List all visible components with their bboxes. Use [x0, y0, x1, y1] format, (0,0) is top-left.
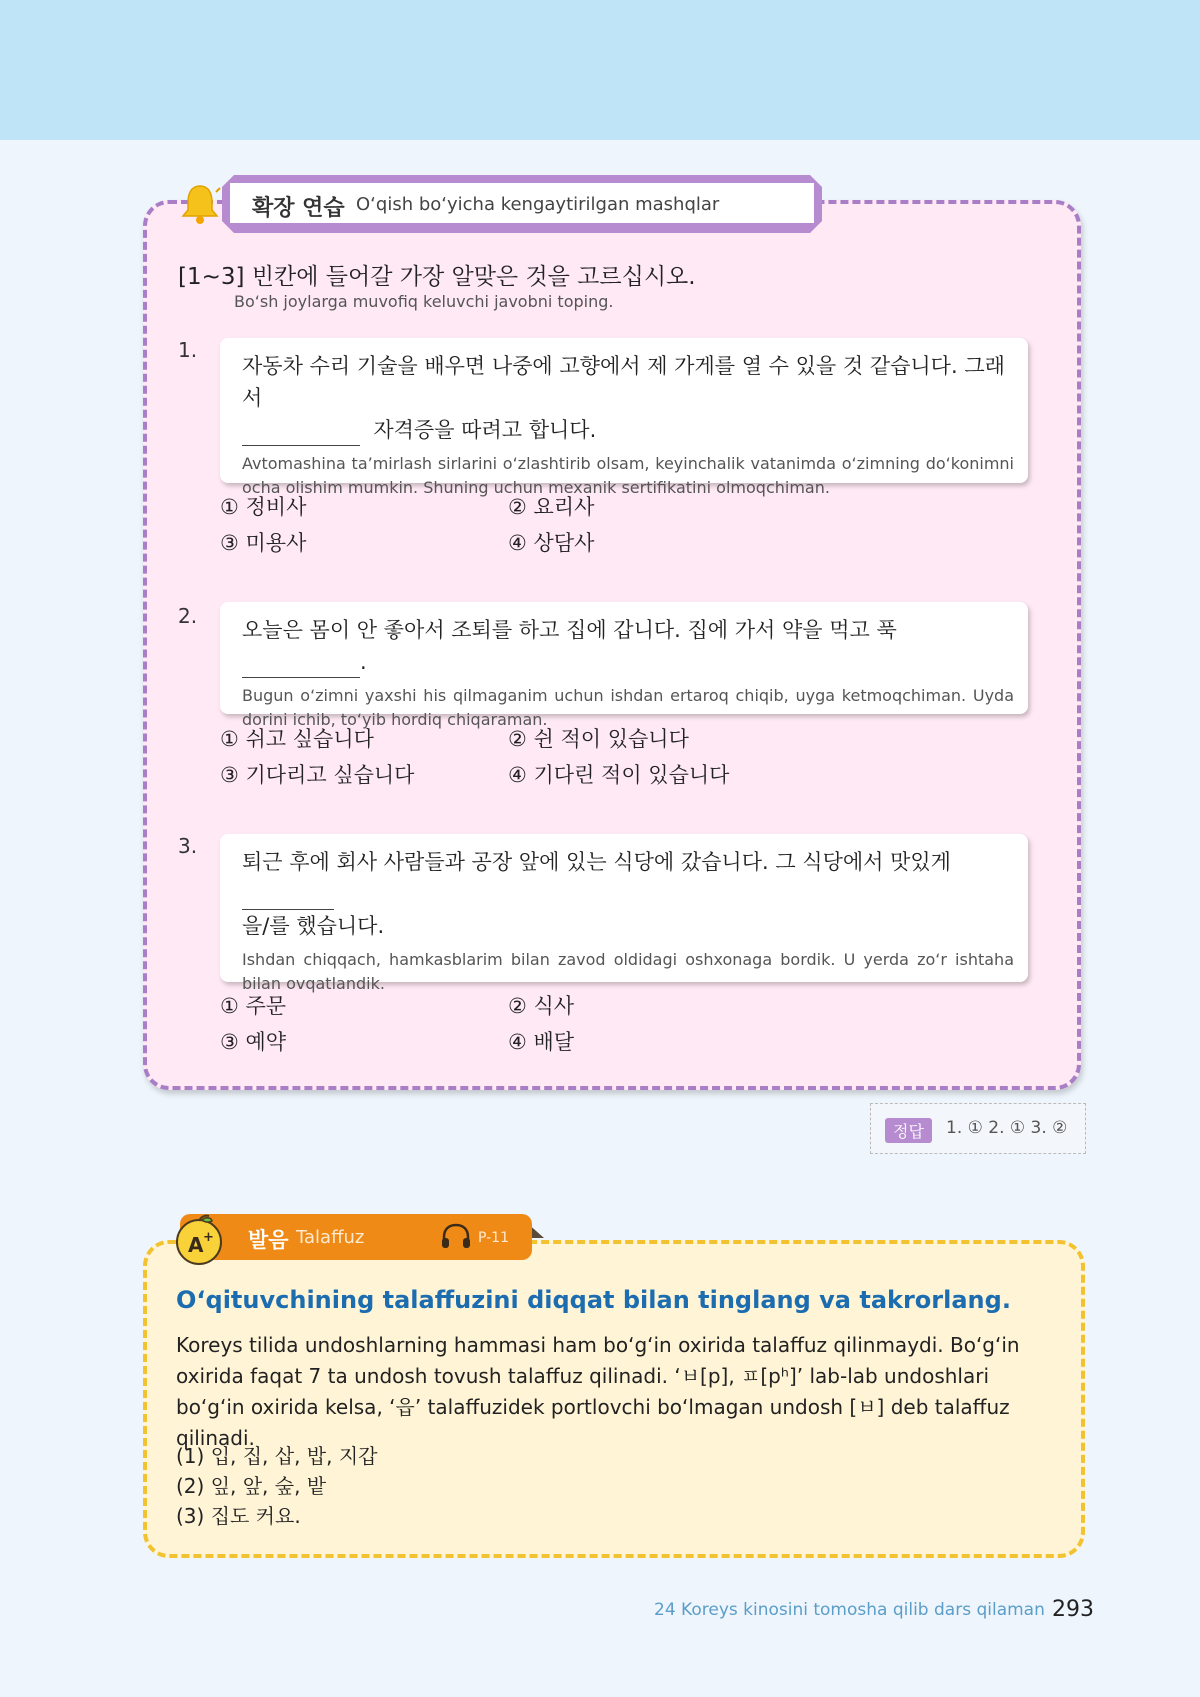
- answer-blank: [242, 655, 360, 678]
- pronunciation-subtitle: Talaffuz: [296, 1227, 365, 1248]
- svg-text:+: +: [203, 1230, 214, 1245]
- answer-label: 정답: [885, 1118, 932, 1143]
- question-text-uzbek: Bugun o‘zimni yaxshi his qilmaganim uchun ishdan ertaroq chiqib, uyga ketmoqchiman. Uyda dorini ichib, to‘yib hordiq chiqaraman.: [242, 686, 1014, 729]
- answer-blank: [242, 423, 360, 446]
- practice-item: (1) 입, 집, 삽, 밥, 지갑: [176, 1444, 378, 1468]
- answer-key: [870, 1103, 1086, 1154]
- header-inner: [230, 183, 814, 223]
- instruction-korean: [1~3] 빈칸에 들어갈 가장 알맞은 것을 고르십시오.: [178, 264, 696, 290]
- question-card: [220, 602, 1028, 729]
- headphones-icon[interactable]: [440, 1222, 472, 1250]
- practice-item: (3) 집도 커요.: [176, 1504, 301, 1528]
- answer-values: 1. ① 2. ① 3. ②: [946, 1118, 1068, 1138]
- option[interactable]: ① 정비사: [220, 495, 307, 519]
- question-text-korean: 퇴근 후에 회사 사람들과 공장 앞에 있는 식당에 갔습니다. 그 식당에서 맛있게 을/를 했습니다.: [242, 850, 951, 938]
- question-card: [220, 338, 1028, 497]
- option[interactable]: ② 요리사: [508, 495, 595, 519]
- option[interactable]: ① 쉬고 싶습니다: [220, 727, 374, 751]
- question-number: 2.: [178, 604, 198, 628]
- top-color-band: [0, 0, 1200, 140]
- exercise-title: 확장 연습: [252, 196, 345, 221]
- practice-item: (2) 잎, 앞, 숲, 밭: [176, 1474, 327, 1498]
- page-number: 293: [1052, 1597, 1094, 1622]
- question-text-uzbek: Ishdan chiqqach, hamkasblarim bilan zavod oldidagi oshxonaga bordik. U yerda zo‘r ishtaha bilan ovqatlandik.: [242, 950, 1014, 993]
- question-text-uzbek: Avtomashina ta’mirlash sirlarini o‘zlashtirib olsam, keyinchalik vatanimda o‘zimning do‘konimni ocha olishim mumkin. Shuning uchun mexanik sertifikatini olmoqchiman.: [242, 454, 1014, 497]
- pronunciation-tab: [180, 1214, 532, 1260]
- option[interactable]: ③ 미용사: [220, 531, 307, 555]
- svg-text:A: A: [188, 1233, 204, 1257]
- question-card: [220, 834, 1028, 993]
- question-text-korean: 오늘은 몸이 안 좋아서 조퇴를 하고 집에 갑니다. 집에 가서 약을 먹고 푹 .: [242, 614, 1014, 678]
- pronunciation-title: 발음: [248, 1228, 289, 1252]
- apple-grade-icon: [172, 1212, 226, 1266]
- instruction-uzbek: Bo‘sh joylarga muvofiq keluvchi javobni toping.: [234, 292, 614, 311]
- bell-icon: [178, 182, 222, 226]
- answer-blank: [242, 887, 334, 910]
- question-number: 1.: [178, 338, 198, 362]
- option[interactable]: ④ 기다린 적이 있습니다: [508, 763, 730, 787]
- option[interactable]: ③ 기다리고 싶습니다: [220, 763, 415, 787]
- chapter-title: 24 Koreys kinosini tomosha qilib dars qilaman: [654, 1600, 1045, 1620]
- exercise-subtitle: O‘qish bo‘yicha kengaytirilgan mashqlar: [356, 194, 720, 215]
- option[interactable]: ④ 상담사: [508, 531, 595, 555]
- pronunciation-heading: O‘qituvchining talaffuzini diqqat bilan tinglang va takrorlang.: [176, 1286, 1011, 1314]
- option[interactable]: ① 주문: [220, 994, 287, 1018]
- question-text-korean: 자동차 수리 기술을 배우면 나중에 고향에서 제 가게를 열 수 있을 것 같습니다. 그래서 자격증을 따려고 합니다.: [242, 350, 1014, 446]
- option[interactable]: ② 쉰 적이 있습니다: [508, 727, 689, 751]
- question-number: 3.: [178, 834, 198, 858]
- audio-reference: P-11: [478, 1230, 510, 1246]
- option[interactable]: ④ 배달: [508, 1030, 575, 1054]
- option[interactable]: ③ 예약: [220, 1030, 287, 1054]
- pronunciation-body: Koreys tilida undoshlarning hammasi ham bo‘g‘in oxirida talaffuz qilinmaydi. Bo‘g‘in oxirida faqat 7 ta undosh tovush talaffuz qilinadi. ‘ㅂ[p], ㅍ[pʰ]’ lab-lab undoshlari bo‘g‘in oxirida kelsa, ‘읍’ talaffuzidek portlovchi bo‘lmagan undosh [ㅂ] deb talaffuz qilinadi.: [176, 1333, 1020, 1450]
- option[interactable]: ② 식사: [508, 994, 575, 1018]
- exercise-header: [222, 175, 822, 233]
